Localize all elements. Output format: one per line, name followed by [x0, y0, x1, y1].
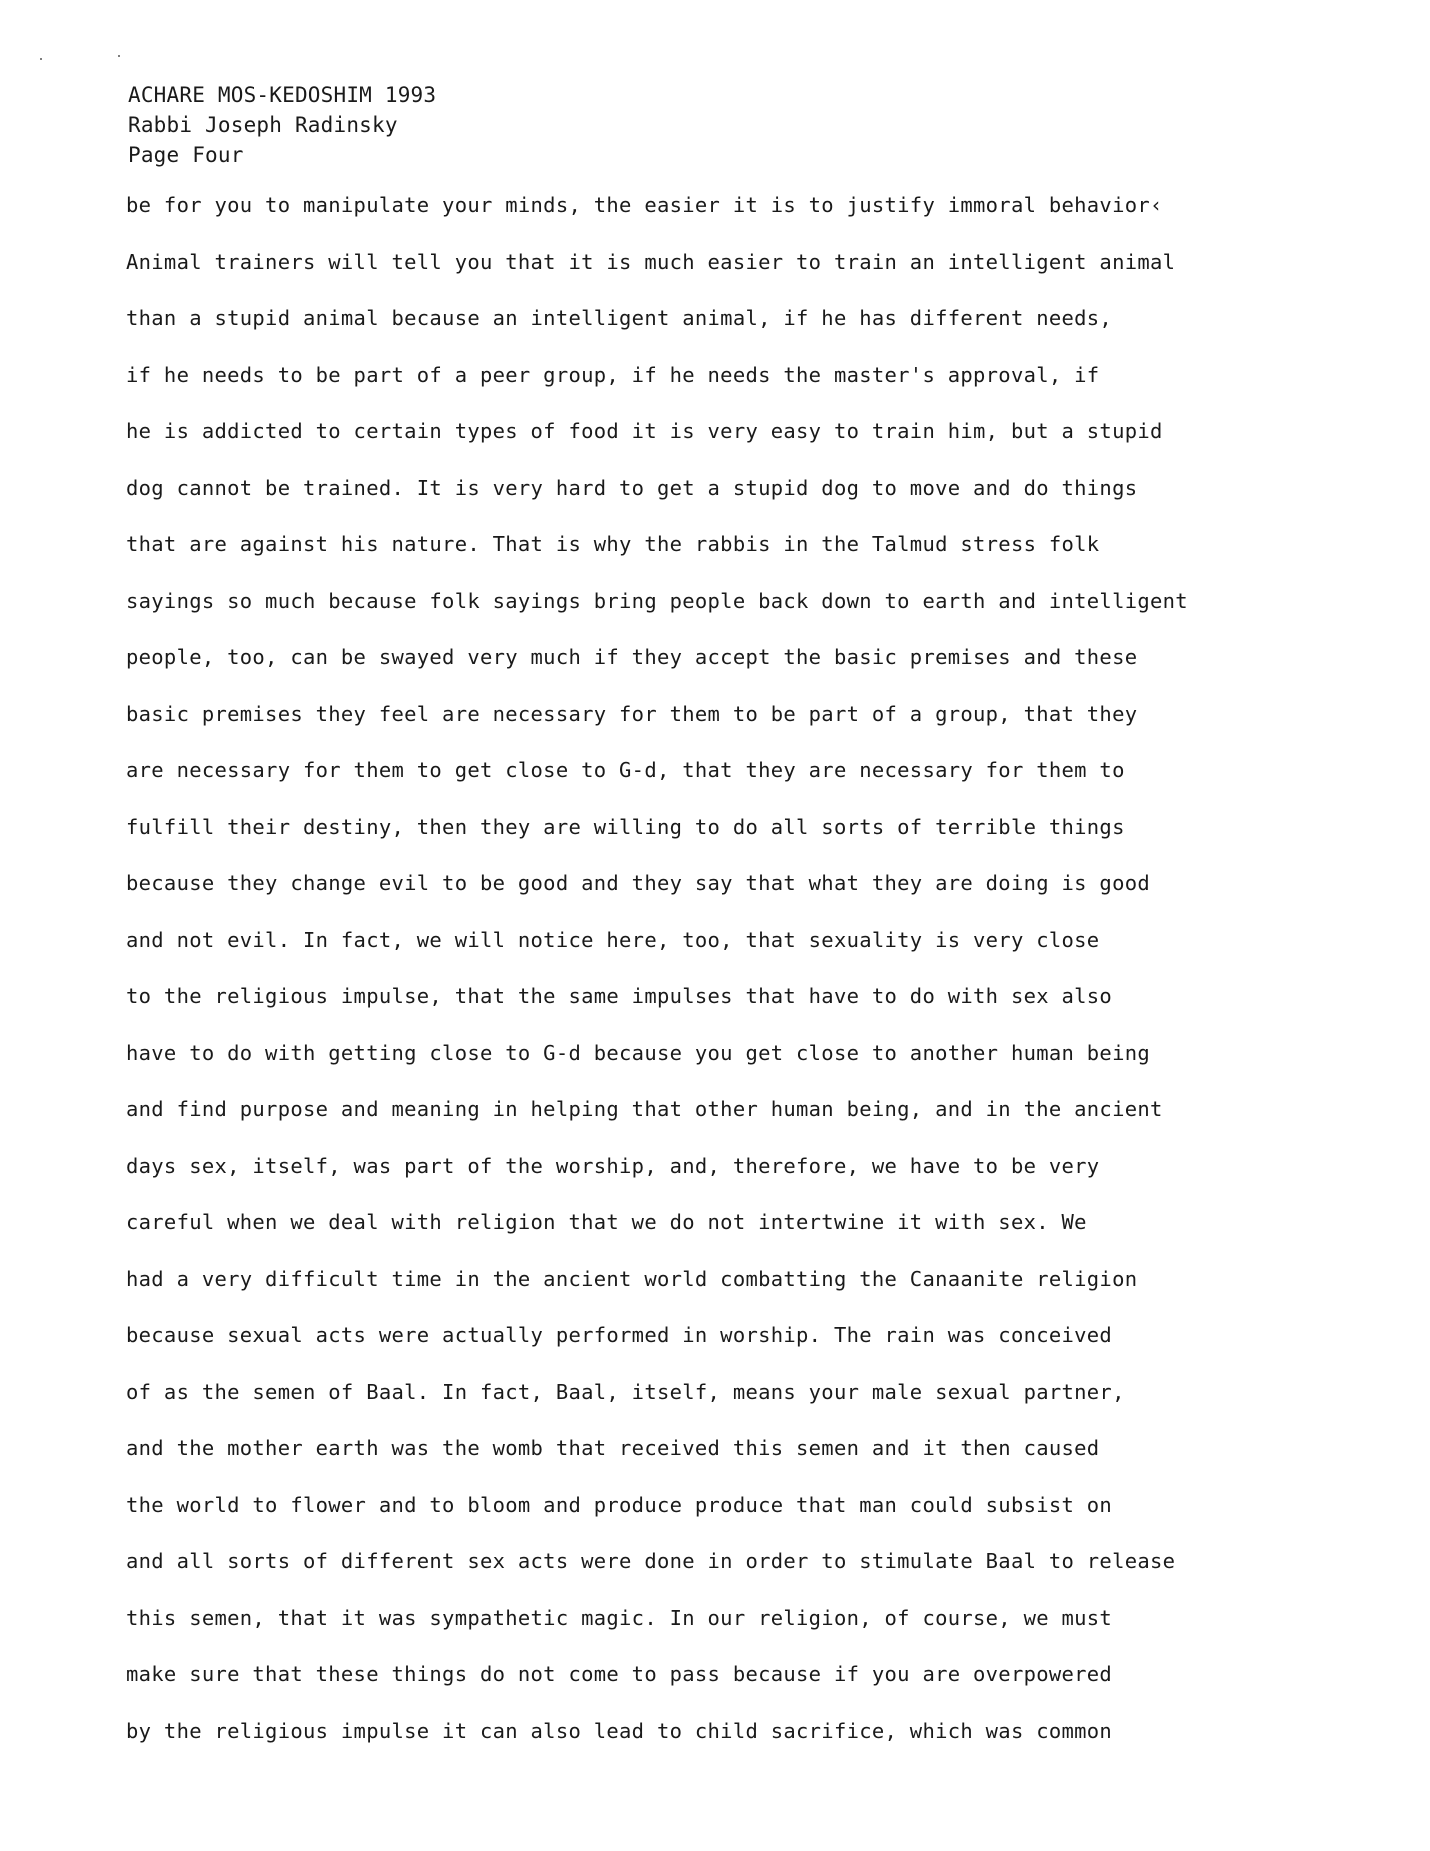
text-line: and find purpose and meaning in helping that other human being, and in the ancient [126, 1097, 1163, 1121]
text-line: of as the semen of Baal. In fact, Baal, itself, means your male sexual partner, [126, 1379, 1125, 1404]
text-line: make sure that these things do not come to pass because if you are overpowered [126, 1662, 1113, 1686]
text-line: he is addicted to certain types of food it is very easy to train him, but a stupid [126, 419, 1163, 443]
text-line: have to do with getting close to G-d because you get close to another human being [126, 1040, 1151, 1065]
text-line: and the mother earth was the womb that received this semen and it then caused [126, 1436, 1100, 1460]
text-line: that are against his nature. That is why the rabbis in the Talmud stress folk [126, 532, 1100, 556]
scan-speck [118, 55, 120, 57]
text-line: are necessary for them to get close to G-d, that they are necessary for them to [126, 758, 1125, 782]
text-line: and not evil. In fact, we will notice here, too, that sexuality is very close [126, 927, 1100, 952]
document-author: Rabbi Joseph Radinsky [128, 113, 398, 137]
text-line: by the religious impulse it can also lead to child sacrifice, which was common [126, 1718, 1113, 1743]
text-line: people, too, can be swayed very much if they accept the basic premises and these [126, 645, 1138, 669]
text-line: basic premises they feel are necessary for them to be part of a group, that they [126, 701, 1138, 726]
text-line: sayings so much because folk sayings bring people back down to earth and intelligent [126, 588, 1188, 613]
text-line: the world to flower and to bloom and produce produce that man could subsist on [126, 1492, 1113, 1517]
text-line: because they change evil to be good and they say that what they are doing is good [126, 871, 1151, 895]
text-line: careful when we deal with religion that we do not intertwine it with sex. We [126, 1210, 1087, 1234]
page-label: Page Four [128, 143, 244, 167]
text-line: fulfill their destiny, then they are willing to do all sorts of terrible things [126, 814, 1125, 839]
text-line: this semen, that it was sympathetic magic. In our religion, of course, we must [126, 1605, 1113, 1630]
text-line: days sex, itself, was part of the worship, and, therefore, we have to be very [126, 1153, 1100, 1178]
text-line: be for you to manipulate your minds, the easier it is to justify immoral behavior‹ [126, 193, 1163, 217]
text-line: to the religious impulse, that the same impulses that have to do with sex also [126, 984, 1113, 1008]
text-line: if he needs to be part of a peer group, if he needs the master's approval, if [126, 362, 1100, 387]
text-line: because sexual acts were actually performed in worship. The rain was conceived [126, 1323, 1113, 1347]
text-line: and all sorts of different sex acts were done in order to stimulate Baal to release [126, 1549, 1176, 1573]
document-header [128, 80, 436, 170]
text-line: Animal trainers will tell you that it is much easier to train an intelligent animal [126, 249, 1176, 274]
text-line: than a stupid animal because an intelligent animal, if he has different needs, [126, 306, 1113, 330]
document-title: ACHARE MOS-KEDOSHIM 1993 [128, 83, 437, 107]
scan-speck [40, 58, 42, 60]
text-line: dog cannot be trained. It is very hard to get a stupid dog to move and do things [126, 475, 1138, 500]
text-line: had a very difficult time in the ancient world combatting the Canaanite religion [126, 1266, 1138, 1291]
body-text [126, 190, 1306, 1772]
